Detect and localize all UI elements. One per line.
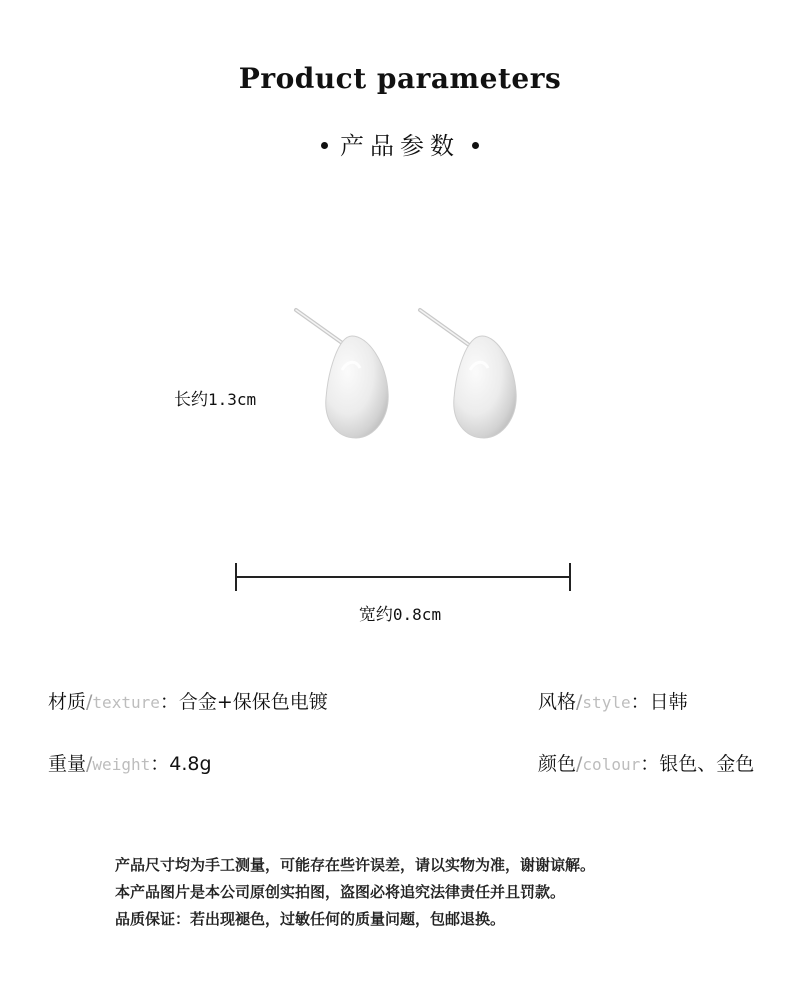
bullet-icon xyxy=(472,142,479,149)
teardrop-earrings-image xyxy=(290,300,550,450)
spec-value: 4.8g xyxy=(169,753,212,775)
spec-color: 颜色/colour：银色、金色 xyxy=(538,753,755,775)
note-line: 本产品图片是本公司原创实拍图，盗图必将追究法律责任并且罚款。 xyxy=(115,883,566,901)
width-label: 宽约 xyxy=(358,605,393,625)
right-earring xyxy=(420,310,516,438)
spec-label: 重量 xyxy=(48,753,87,775)
spec-en: colour xyxy=(582,755,641,774)
spec-label: 材质 xyxy=(48,691,87,713)
page-subtitle xyxy=(0,126,800,161)
bullet-icon xyxy=(321,142,328,149)
width-value: 0.8cm xyxy=(392,605,442,624)
spec-en: style xyxy=(582,693,631,712)
width-scale-bar xyxy=(235,563,571,591)
spec-style: 风格/style：日韩 xyxy=(538,691,688,713)
spec-weight: 重量/weight：4.8g xyxy=(48,753,212,775)
length-value: 1.3cm xyxy=(208,390,257,409)
scale-right-cap xyxy=(569,563,571,591)
spec-label: 风格 xyxy=(538,691,577,713)
spec-en: weight xyxy=(92,755,151,774)
length-label: 长约 xyxy=(174,390,208,410)
spec-en: texture xyxy=(92,693,160,712)
spec-label: 颜色 xyxy=(538,753,577,775)
width-dimension xyxy=(0,600,800,625)
spec-value: 日韩 xyxy=(649,691,688,713)
spec-value: 银色、金色 xyxy=(659,753,755,775)
disclaimer-notes xyxy=(115,852,595,933)
length-dimension xyxy=(174,385,256,410)
spec-value: 合金+保保色电镀 xyxy=(178,691,328,713)
scale-line xyxy=(235,576,571,578)
spec-material: 材质/texture：合金+保保色电镀 xyxy=(48,691,328,713)
page-title: Product parameters xyxy=(238,62,562,95)
left-earring xyxy=(296,310,388,438)
note-line: 产品尺寸均为手工测量，可能存在些许误差，请以实物为准，谢谢谅解。 xyxy=(115,856,596,874)
subtitle-text: 产品参数 xyxy=(340,132,460,160)
note-line: 品质保证：若出现褪色，过敏任何的质量问题，包邮退换。 xyxy=(115,910,506,928)
